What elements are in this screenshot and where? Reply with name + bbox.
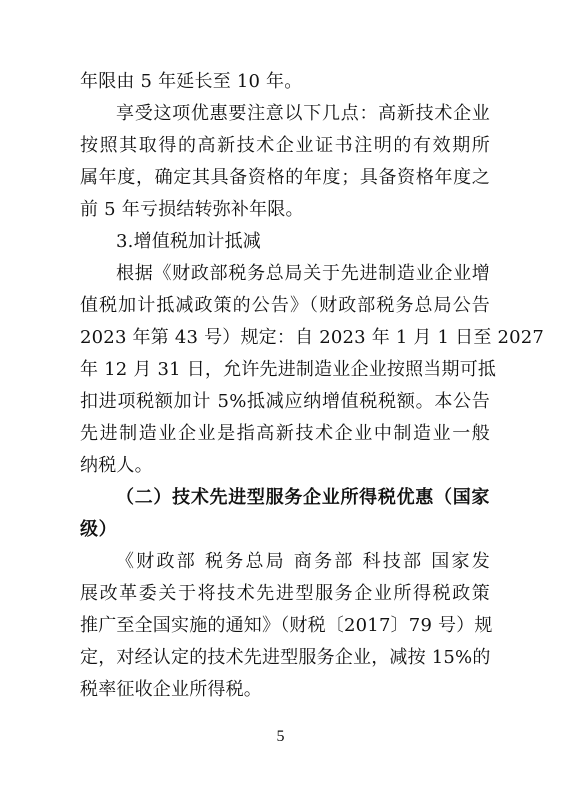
paragraph-line: 年 12 月 31 日，允许先进制造业企业按照当期可抵: [80, 359, 497, 380]
paragraph-line: 推广至全国实施的通知》（财税〔2017〕79 号）规: [80, 615, 493, 636]
paragraph-line: 《财政部 税务总局 商务部 科技部 国家发: [116, 551, 490, 572]
paragraph-line: 属年度，确定其具备资格的年度；具备资格年度之: [80, 167, 490, 188]
paragraph-line: 展改革委关于将技术先进型服务企业所得税政策: [80, 583, 490, 604]
section-heading: 级）: [80, 519, 118, 540]
paragraph-line: 根据《财政部税务总局关于先进制造业企业增: [116, 263, 490, 284]
document-body: [80, 66, 545, 706]
paragraph-line: 税率征收企业所得税。: [80, 679, 262, 700]
paragraph-line: 先进制造业企业是指高新技术企业中制造业一般: [80, 423, 490, 444]
paragraph-line: 前 5 年亏损结转弥补年限。: [80, 199, 304, 220]
paragraph-line: 按照其取得的高新技术企业证书注明的有效期所: [80, 135, 490, 156]
paragraph-line: 值税加计抵减政策的公告》（财政部税务总局公告: [80, 295, 490, 316]
paragraph-line: 年限由 5 年延长至 10 年。: [80, 71, 303, 92]
page-number: 5: [276, 728, 285, 745]
paragraph-line: 纳税人。: [80, 455, 153, 476]
section-title: 3.增值税加计抵减: [116, 231, 261, 252]
paragraph-line: 2023 年第 43 号）规定：自 2023 年 1 月 1 日至 2027: [80, 327, 545, 348]
section-heading: （二）技术先进型服务企业所得税优惠（国家: [116, 487, 490, 508]
paragraph-line: 享受这项优惠要注意以下几点：高新技术企业: [116, 103, 490, 124]
paragraph-line: 定，对经认定的技术先进型服务企业，减按 15%的: [80, 647, 491, 668]
paragraph-line: 扣进项税额加计 5%抵减应纳增值税税额。本公告: [80, 391, 490, 412]
